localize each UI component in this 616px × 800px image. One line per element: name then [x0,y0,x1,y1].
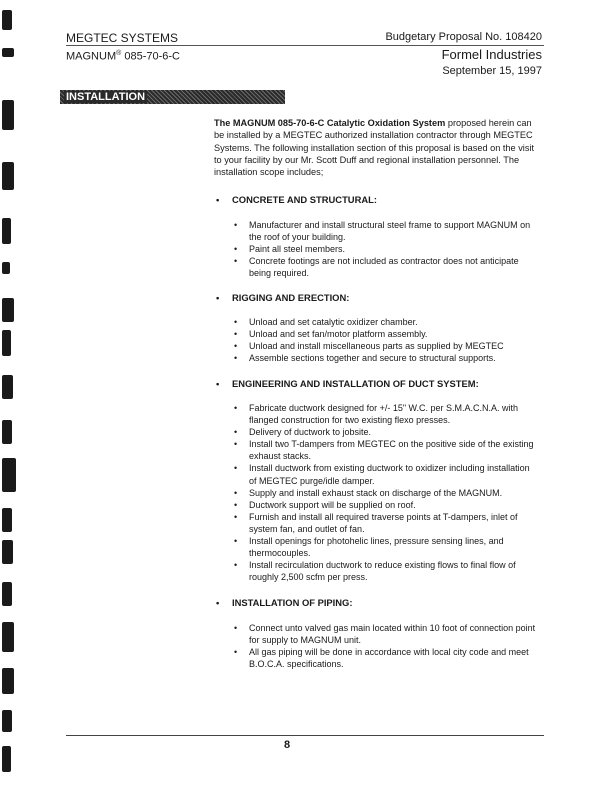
section-title-text: CONCRETE AND STRUCTURAL: [232,194,377,205]
list-item: • Unload and set fan/motor platform assembly. [234,328,539,340]
section-title: • RIGGING AND ERECTION: [216,292,350,303]
footer-rule [66,735,544,736]
binder-mark [2,218,11,244]
proposal-number: Budgetary Proposal No. 108420 [385,31,542,43]
list-item: • Manufacturer and install structural steel frame to support MAGNUM on the roof of your building. [234,219,539,243]
list-item: • Furnish and install all required traverse points at T-dampers, inlet of system fan, and outlet of fan. [234,511,539,535]
section-banner [60,90,285,104]
binder-mark [2,668,14,694]
list-item: • Connect unto valved gas main located within 10 foot of connection point for supply to MAGNUM unit. [234,622,539,646]
section-title-text: ENGINEERING AND INSTALLATION OF DUCT SYSTEM: [232,378,479,389]
binder-mark [2,540,13,564]
list-item: • Install two T-dampers from MEGTEC on the positive side of the existing exhaust stacks. [234,438,539,462]
bullet-list [234,402,539,583]
list-item: • All gas piping will be done in accordance with local city code and meet B.O.C.A. specifications. [234,646,539,670]
intro-text: proposed herein can be installed by a MEGTEC authorized installation contractor through MEGTEC Systems. The following installation section of this proposal is based on the visit to your facility by our Mr. Scott Duff and regional installation personnel. The installation scope includes; [214,118,535,178]
list-item: • Fabricate ductwork designed for +/- 15" W.C. per S.M.A.C.N.A. with flanged construction for two existing flexo presses. [234,402,539,426]
list-item: • Supply and install exhaust stack on discharge of the MAGNUM. [234,487,539,499]
binder-mark [2,10,12,30]
list-item: • Concrete footings are not included as contractor does not anticipate being required. [234,255,539,279]
page-number: 8 [283,739,291,751]
binder-mark [2,375,13,399]
header-rule [66,45,544,46]
list-item: • Install openings for photohelic lines, pressure sensing lines, and thermocouples. [234,535,539,559]
list-item: • Delivery of ductwork to jobsite. [234,426,539,438]
list-item: • Unload and set catalytic oxidizer chamber. [234,316,539,328]
section-title-text: RIGGING AND ERECTION: [232,292,350,303]
registered-mark: ® [116,50,122,57]
binder-mark [2,330,11,356]
binder-mark [2,262,10,274]
company-name: MEGTEC SYSTEMS [66,31,179,45]
intro-paragraph [214,117,544,178]
section-title: • INSTALLATION OF PIPING: [216,597,353,608]
section-title-text: INSTALLATION OF PIPING: [232,597,353,608]
list-item: • Assemble sections together and secure to structural supports. [234,352,539,364]
model-number [66,50,180,63]
proposal-date: September 15, 1997 [442,65,542,77]
binder-mark [2,298,14,322]
binder-mark [2,48,14,57]
client-name: Formel Industries [441,47,542,62]
binder-mark [2,100,14,130]
binder-mark [2,420,12,444]
intro-bold: The MAGNUM 085-70-6-C Catalytic Oxidation System [214,118,446,128]
banner-title: INSTALLATION [66,91,146,103]
list-item: • Unload and install miscellaneous parts as supplied by MEGTEC [234,340,539,352]
section-title: • ENGINEERING AND INSTALLATION OF DUCT SYSTEM: [216,378,479,389]
list-item: • Install recirculation ductwork to reduce existing flows to final flow of roughly 2,500 scfm per press. [234,559,539,583]
bullet-list [234,219,539,279]
binder-mark [2,582,12,606]
bullet-list [234,622,539,670]
binder-mark [2,162,14,190]
binder-mark [2,508,12,532]
section-title: • CONCRETE AND STRUCTURAL: [216,194,377,205]
model-suffix: 085-70-6-C [121,50,180,63]
list-item: • Paint all steel members. [234,243,539,255]
binder-mark [2,458,16,492]
list-item: • Install ductwork from existing ductwork to oxidizer including installation of MEGTEC purge/idle damper. [234,462,539,486]
bullet-list [234,316,539,364]
binder-mark [2,710,12,732]
list-item: • Ductwork support will be supplied on roof. [234,499,539,511]
model-name: MAGNUM [66,50,117,63]
binder-mark [2,622,14,652]
